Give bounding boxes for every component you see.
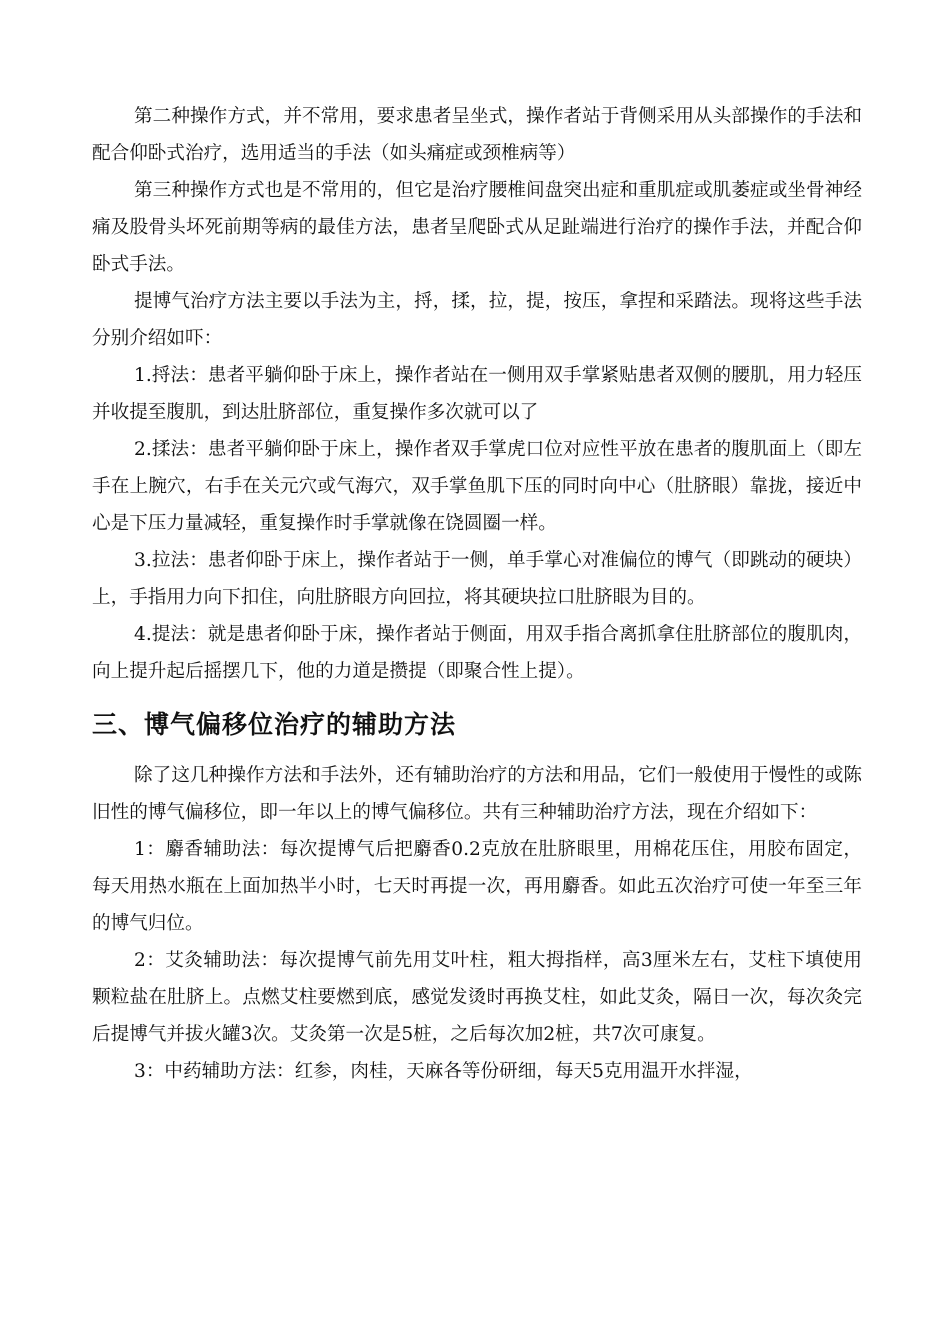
paragraph: 1：麝香辅助法：每次提博气后把麝香0.2克放在肚脐眼里，用棉花压住，用胶布固定，每天用热水瓶在上面加热半小时，七天时再提一次，再用麝香。如此五次治疗可使一年至三年的博气归位。 [92,839,862,934]
section-heading: 三、博气偏移位治疗的辅助方法 [92,710,457,739]
paragraph: 4.提法：就是患者仰卧于床，操作者站于侧面，用双手指合离抓拿住肚脐部位的腹肌肉，向上提升起后摇摆几下，他的力道是攒提（即聚合性上提）。 [92,624,862,682]
paragraph: 第二种操作方式，并不常用，要求患者呈坐式，操作者站于背侧采用从头部操作的手法和配合仰卧式治疗，选用适当的手法（如头痛症或颈椎病等） [92,106,862,164]
paragraph: 除了这几种操作方法和手法外，还有辅助治疗的方法和用品，它们一般使用于慢性的或陈旧性的博气偏移位，即一年以上的博气偏移位。共有三种辅助治疗方法，现在介绍如下： [92,765,862,823]
paragraph: 1.捋法：患者平躺仰卧于床上，操作者站在一侧用双手掌紧贴患者双侧的腰肌，用力轻压并收提至腹肌，到达肚脐部位，重复操作多次就可以了 [92,365,862,423]
paragraph: 第三种操作方式也是不常用的，但它是治疗腰椎间盘突出症和重肌症或肌萎症或坐骨神经痛及股骨头坏死前期等病的最佳方法，患者呈爬卧式从足趾端进行治疗的操作手法，并配合仰卧式手法。 [92,180,862,275]
paragraph: 3.拉法：患者仰卧于床上，操作者站于一侧，单手掌心对准偏位的博气（即跳动的硬块）上，手指用力向下扣住，向肚脐眼方向回拉，将其硬块拉口肚脐眼为目的。 [92,550,862,608]
paragraph: 2：艾灸辅助法：每次提博气前先用艾叶柱，粗大拇指样，高3厘米左右，艾柱下填使用颗粒盐在肚脐上。点燃艾柱要燃到底，感觉发烫时再换艾柱，如此艾灸，隔日一次，每次灸完后提博气并拔火罐3次。艾灸第一次是5桩，之后每次加2桩，共7次可康复。 [92,950,862,1045]
paragraph: 2.揉法：患者平躺仰卧于床上，操作者双手掌虎口位对应性平放在患者的腹肌面上（即左手在上腕穴，右手在关元穴或气海穴，双手掌鱼肌下压的同时向中心（肚脐眼）靠拢，接近中心是下压力量减轻，重复操作时手掌就像在饶圆圈一样。 [92,439,862,534]
paragraph: 提博气治疗方法主要以手法为主，捋，揉，拉，提，按压，拿捏和采踏法。现将这些手法分别介绍如吓： [92,291,862,349]
paragraph: 3：中药辅助方法：红参，肉桂，天麻各等份研细，每天5克用温开水拌湿， [134,1061,753,1082]
document-body [92,98,862,1090]
